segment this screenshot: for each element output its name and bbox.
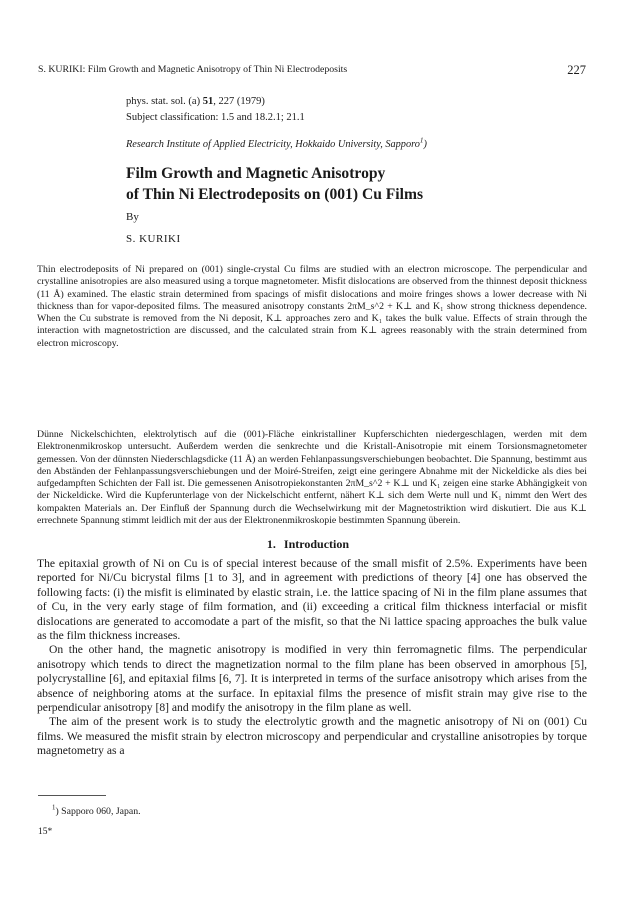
abstract-english: Thin electrodeposits of Ni prepared on (001) single-crystal Cu films are studied with an electron microscope. The perpendicular and crystalline anisotropies are also measured using a torque magnetometer. Misfit dislocations are observed from the thinnest deposit thickness (11 Å) examined. The elastic strain determined from spacings of misfit dislocations and moire fringes shows a lower decrease with Ni thickness than for vapor-deposited films. The measured anisotropy constants 2πM_s^2 + K⊥ and K₁ show strong thickness dependence. When the Cu substrate is removed from the Ni deposit, K⊥ approaches zero and K₁ takes the bulk value. Effects of strain through the interaction with magnetostriction are discussed, and the calculated strain from K⊥ agrees reasonably with the strain determined from electron microscopy. — [37, 264, 587, 349]
footnote-rule — [38, 795, 106, 796]
body-paragraph-2: On the other hand, the magnetic anisotropy is modified in very thin ferromagnetic films. The perpendicular anisotropy which tends to direct the magnetization normal to the film plane has been observed in amorphous [5], polycrystalline [6], and epitaxial films [6, 7]. It is interpreted in terms of the surface anisotropy which arises from the absence of neighboring atoms at the surface. In epitaxial films the presence of misfit strain may give rise to the perpendicular anisotropy [8] and modify the anisotropy in the film plane as well. — [37, 643, 587, 715]
article-title — [126, 163, 546, 205]
affiliation-text: Research Institute of Applied Electricity, Hokkaido University, Sapporo — [126, 139, 420, 150]
signature-mark: 15* — [38, 827, 53, 837]
section-heading — [0, 536, 624, 552]
title-line-2: of Thin Ni Electrodeposits on (001) Cu Films — [126, 186, 424, 203]
affiliation-close: ) — [423, 139, 427, 150]
affiliation — [126, 138, 427, 152]
footnote-mark: 1 — [52, 804, 56, 812]
journal-volume: 51 — [202, 96, 214, 107]
journal-prefix: phys. stat. sol. (a) — [126, 96, 201, 107]
affiliation-footnote-mark: 1 — [419, 136, 424, 145]
page-number: 227 — [567, 63, 586, 77]
body-text — [37, 557, 587, 759]
footnote — [52, 805, 141, 818]
abstract-german: Dünne Nickelschichten, elektrolytisch auf die (001)-Fläche einkristalliner Kupferschichten niedergeschlagen, werden mit dem Elektronenmikroskop untersucht. Außerdem werden die senkrechte und die Kristall-Anisotropie mit einem Torsionsmagnetometer gemessen. Von der dünnsten Niederschlagsdicke (11 Å) an werden Fehlanpassungsverschiebungen beobachtet. Die Spannung, bestimmt aus den Abständen der Fehlanpassungsverschiebungen und der Moiré-Streifen, zeigt eine geringere Abnahme mit der Nickeldicke als dies bei aufgedampften Schichten der Fall ist. Die gemessenen Anisotropiekonstanten 2πM_s^2 + K⊥ und K₁ zeigen eine starke Abhängigkeit von der Nickeldicke. Wird die Kupferunterlage von der Nickelschicht entfernt, nähert K⊥ sich dem Werte null und K₁ nimmt den Wert des kompakten Materials an. Der Einfluß der Spannung durch die Wechselwirkung mit der Magnetostriktion wird diskutiert. Die aus K⊥ errechnete Spannung stimmt leidlich mit der aus der Elektronenmikroskopie bestimmten Spannung überein. — [37, 429, 587, 527]
citation-block — [126, 94, 305, 126]
section-title: Introduction — [283, 537, 350, 551]
byline: By — [126, 211, 139, 223]
journal-pages-year: , 227 (1979) — [213, 96, 265, 107]
section-number: 1. — [266, 537, 276, 551]
subject-classification: Subject classification: 1.5 and 18.2.1; 21.1 — [126, 112, 305, 123]
body-paragraph-3: The aim of the present work is to study the electrolytic growth and the magnetic anisotropy of Ni on (001) Cu films. We measured the misfit strain by electron microscopy and perpendicular and crystalline anisotropies by torque magnetometry as a — [37, 715, 587, 758]
running-head-text: S. KURIKI: Film Growth and Magnetic Anisotropy of Thin Ni Electrodeposits — [38, 64, 348, 75]
footnote-text: ) Sapporo 060, Japan. — [55, 806, 141, 817]
author-name: S. KURIKI — [126, 233, 181, 245]
running-head — [38, 63, 586, 77]
body-paragraph-1: The epitaxial growth of Ni on Cu is of special interest because of the small misfit of 2.5%. Experiments have been reported for Ni/Cu bicrystal films [1 to 3], and in agreement with predictions of theory [4] one has observed the following facts: (i) the misfit is eliminated by elastic strain, i.e. the lattice spacing of Ni in the film plane assumes that of Cu, in the very early stage of film formation, and (ii) exceeding a critical film thickness interfacial or misfit dislocations are generated to accomodate a part of the misfit, so that the Ni lattice spacing approaches the bulk value as the film thickness increases. — [37, 557, 587, 643]
title-line-1: Film Growth and Magnetic Anisotropy — [126, 165, 386, 182]
journal-reference — [126, 94, 305, 110]
